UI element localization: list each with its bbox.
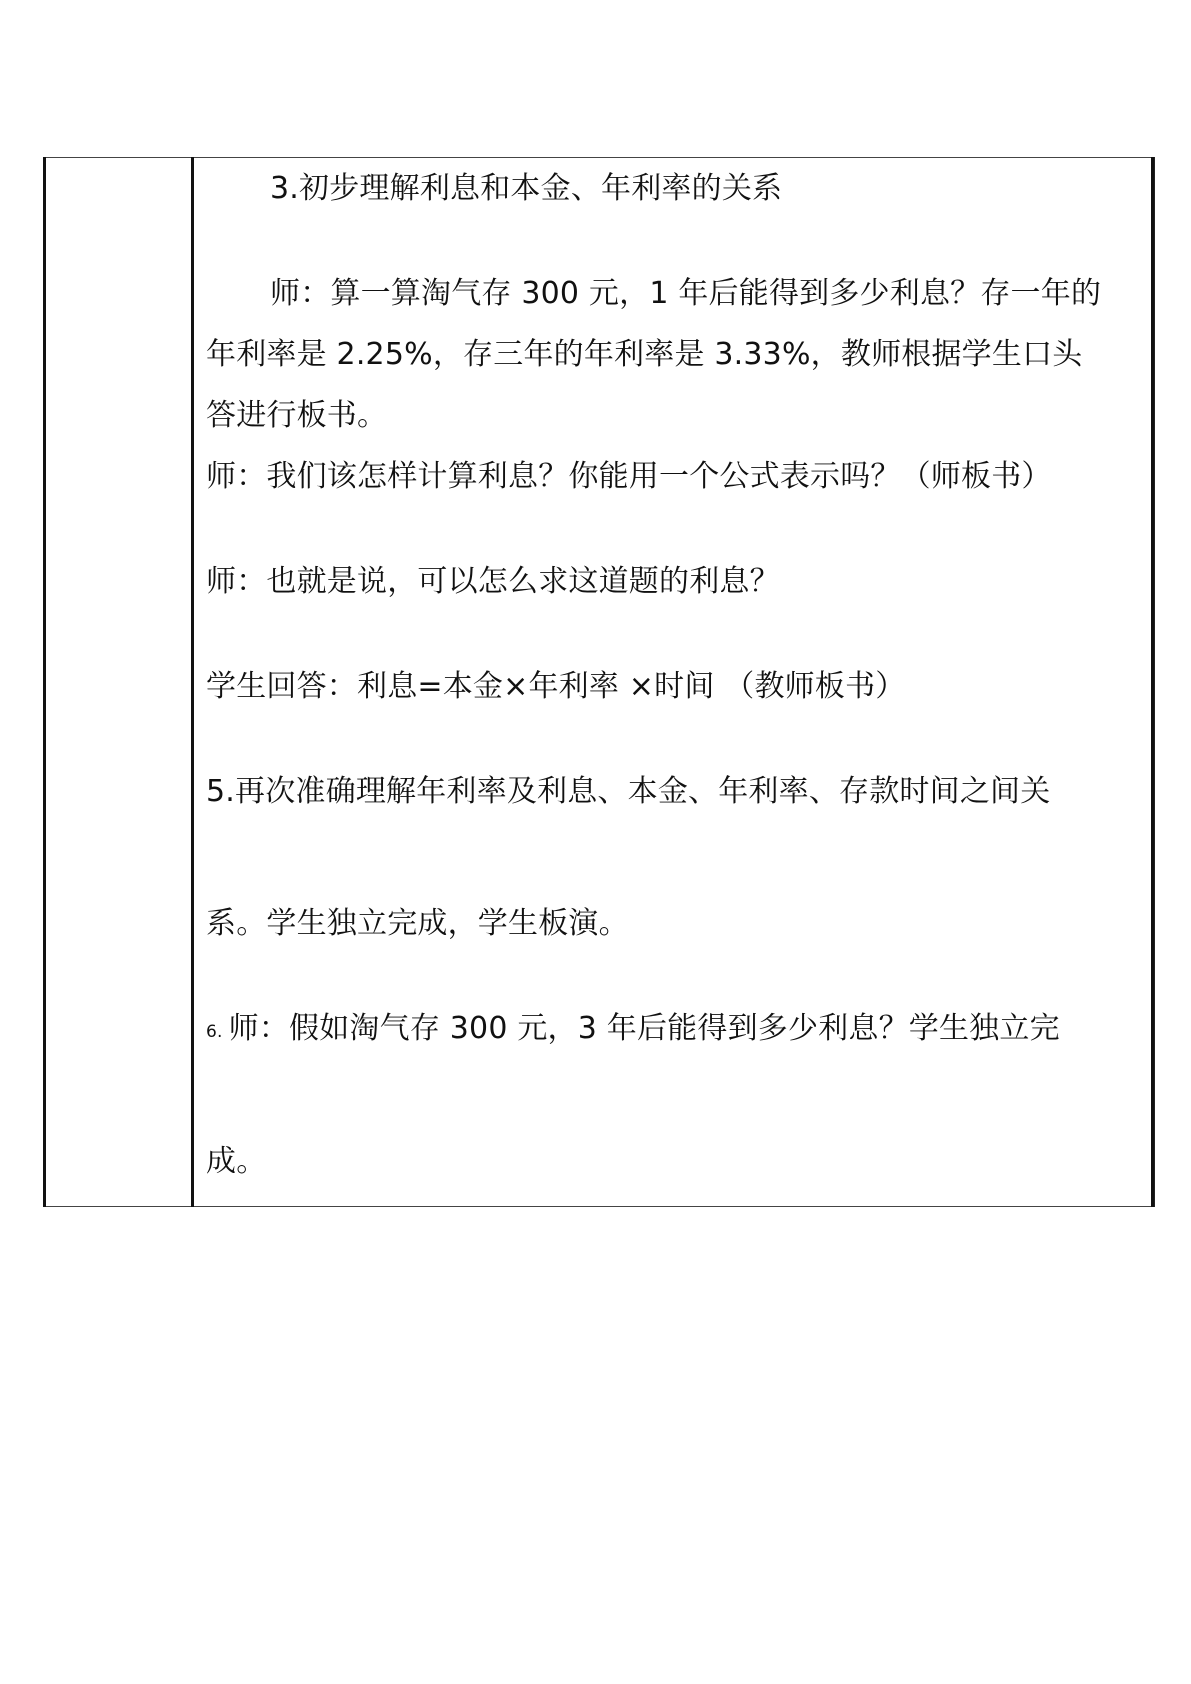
teacher-formula-prompt: 师：我们该怎样计算利息？你能用一个公式表示吗？（师板书） [206, 459, 1052, 494]
teacher-question-line-1: 师：算一算淘气存 300 元，1 年后能得到多少利息？存一年的 [270, 276, 1102, 311]
section-5-line-2: 系。学生独立完成，学生板演。 [206, 906, 629, 941]
item-6-number: 6. [206, 1022, 223, 1042]
left-empty-cell [46, 158, 191, 1206]
section-5-line-1: 5.再次准确理解年利率及利息、本金、年利率、存款时间之间关 [206, 774, 1051, 809]
teacher-question-line-2: 年利率是 2.25%，存三年的年利率是 3.33%，教师根据学生口头 [206, 337, 1083, 372]
section-3-title: 3.初步理解利息和本金、年利率的关系 [270, 171, 783, 206]
item-6-text: 师：假如淘气存 300 元，3 年后能得到多少利息？学生独立完 [228, 1011, 1060, 1046]
item-6-line-2: 成。 [206, 1144, 267, 1179]
table-right-border [1151, 157, 1154, 1207]
table-bottom-border [43, 1206, 1154, 1207]
table-column-divider [191, 157, 194, 1207]
teacher-followup-question: 师：也就是说，可以怎么求这道题的利息？ [206, 564, 780, 599]
student-answer-formula: 学生回答：利息=本金×年利率 ×时间 （教师板书） [206, 669, 906, 704]
lesson-content-cell [206, 158, 1146, 1206]
teacher-question-line-3: 答进行板书。 [206, 398, 388, 433]
item-6-line-1 [206, 1011, 1060, 1050]
